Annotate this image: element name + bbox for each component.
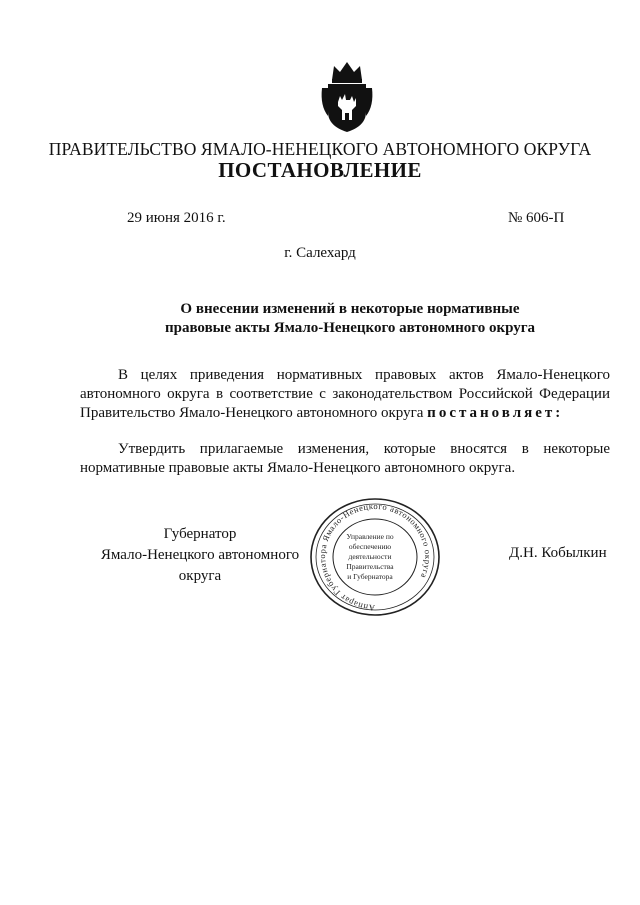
document-number: № 606-П — [508, 210, 565, 226]
signer-name: Д.Н. Кобылкин — [509, 545, 607, 561]
signer-title-line-2: Ямало-Ненецкого автономного округа — [100, 547, 300, 584]
p1-line-1: В целях приведения нормативных правовых актов Ямало-Ненецкого — [118, 367, 610, 383]
p1-decree: постановляет: — [427, 405, 564, 421]
document-date: 29 июня 2016 г. — [127, 210, 226, 226]
p1-line-2: автономного округа в соответствие с законодательством Российской Федерации — [80, 386, 610, 402]
body-paragraph-1 — [80, 366, 610, 423]
stamp-line-2: обеспечению — [348, 542, 392, 551]
coat-of-arms-icon — [318, 58, 376, 134]
stamp-line-3: деятельности — [348, 552, 392, 561]
signer-title-line-1: Губернатор — [163, 526, 237, 542]
p2-line-1: Утвердить прилагаемые изменения, которые вносятся в некоторые — [118, 441, 610, 457]
stamp-line-1: Управление по — [346, 532, 394, 541]
signer-title — [80, 524, 320, 587]
stamp-ring-text: Аппарат Губернатора Ямало-Ненецкого автономного округа — [317, 500, 434, 614]
p2-line-2: нормативные правовые акты Ямало-Ненецкого автономного округа. — [80, 460, 516, 476]
stamp-line-5: и Губернатора — [347, 572, 393, 581]
p1-line-3: Правительство Ямало-Ненецкого автономного округа — [80, 405, 424, 421]
body-paragraph-2 — [80, 440, 610, 478]
organization-title: ПРАВИТЕЛЬСТВО ЯМАЛО-НЕНЕЦКОГО АВТОНОМНОГО ОКРУГА — [48, 139, 592, 159]
subject-line-1: О внесении изменений в некоторые нормативные — [180, 301, 520, 317]
stamp-center-text — [330, 532, 410, 582]
document-city: г. Салехард — [284, 245, 356, 261]
document-type: ПОСТАНОВЛЕНИЕ — [218, 158, 422, 182]
stamp-line-4: Правительства — [346, 562, 394, 571]
subject-line-2: правовые акты Ямало-Ненецкого автономного округа — [164, 320, 536, 336]
document-subject — [100, 300, 600, 338]
